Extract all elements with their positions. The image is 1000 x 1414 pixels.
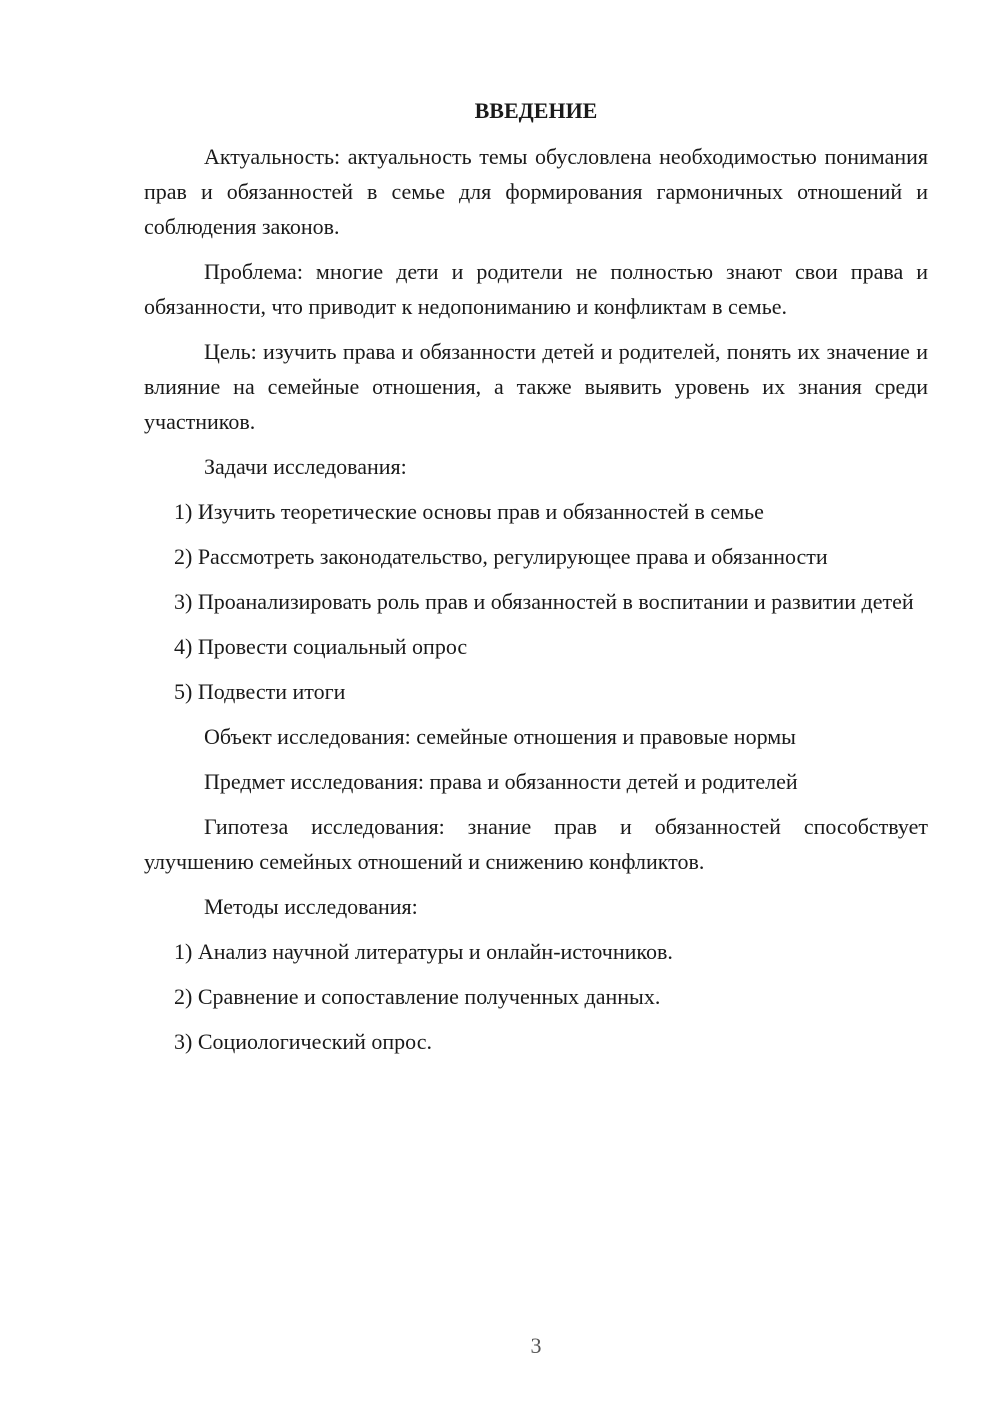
- goal-paragraph: Цель: изучить права и обязанности детей и родителей, понять их значение и влияние на семейные отношения, а также выявить уровень их знания среди участников.: [144, 339, 928, 434]
- section-title: ВВЕДЕНИЕ: [474, 98, 598, 123]
- method-item-1: 1) Анализ научной литературы и онлайн-источников.: [174, 939, 673, 964]
- methods-heading: Методы исследования:: [204, 894, 418, 919]
- task-item-2: 2) Рассмотреть законодательство, регулирующее права и обязанности: [174, 544, 828, 569]
- method-item-2: 2) Сравнение и сопоставление полученных данных.: [174, 984, 661, 1009]
- problem-paragraph: Проблема: многие дети и родители не полностью знают свои права и обязанности, что приводит к недопониманию и конфликтам в семье.: [144, 259, 928, 319]
- task-item-3: 3) Проанализировать роль прав и обязанностей в воспитании и развитии детей: [174, 589, 914, 614]
- task-item-5: 5) Подвести итоги: [174, 679, 346, 704]
- relevance-paragraph: Актуальность: актуальность темы обусловлена необходимостью понимания прав и обязанностей в семье для формирования гармоничных отношений и соблюдения законов.: [144, 144, 928, 239]
- hypothesis-paragraph: Гипотеза исследования: знание прав и обязанностей способствует улучшению семейных отношений и снижению конфликтов.: [144, 814, 928, 874]
- subject-paragraph: Предмет исследования: права и обязанности детей и родителей: [204, 769, 798, 794]
- tasks-heading: Задачи исследования:: [204, 454, 407, 479]
- method-item-3: 3) Социологический опрос.: [174, 1029, 432, 1054]
- page-content: [144, 96, 928, 1069]
- object-paragraph: Объект исследования: семейные отношения и правовые нормы: [204, 724, 796, 749]
- page-number: 3: [530, 1333, 542, 1358]
- task-item-4: 4) Провести социальный опрос: [174, 634, 468, 659]
- task-item-1: 1) Изучить теоретические основы прав и обязанностей в семье: [174, 499, 764, 524]
